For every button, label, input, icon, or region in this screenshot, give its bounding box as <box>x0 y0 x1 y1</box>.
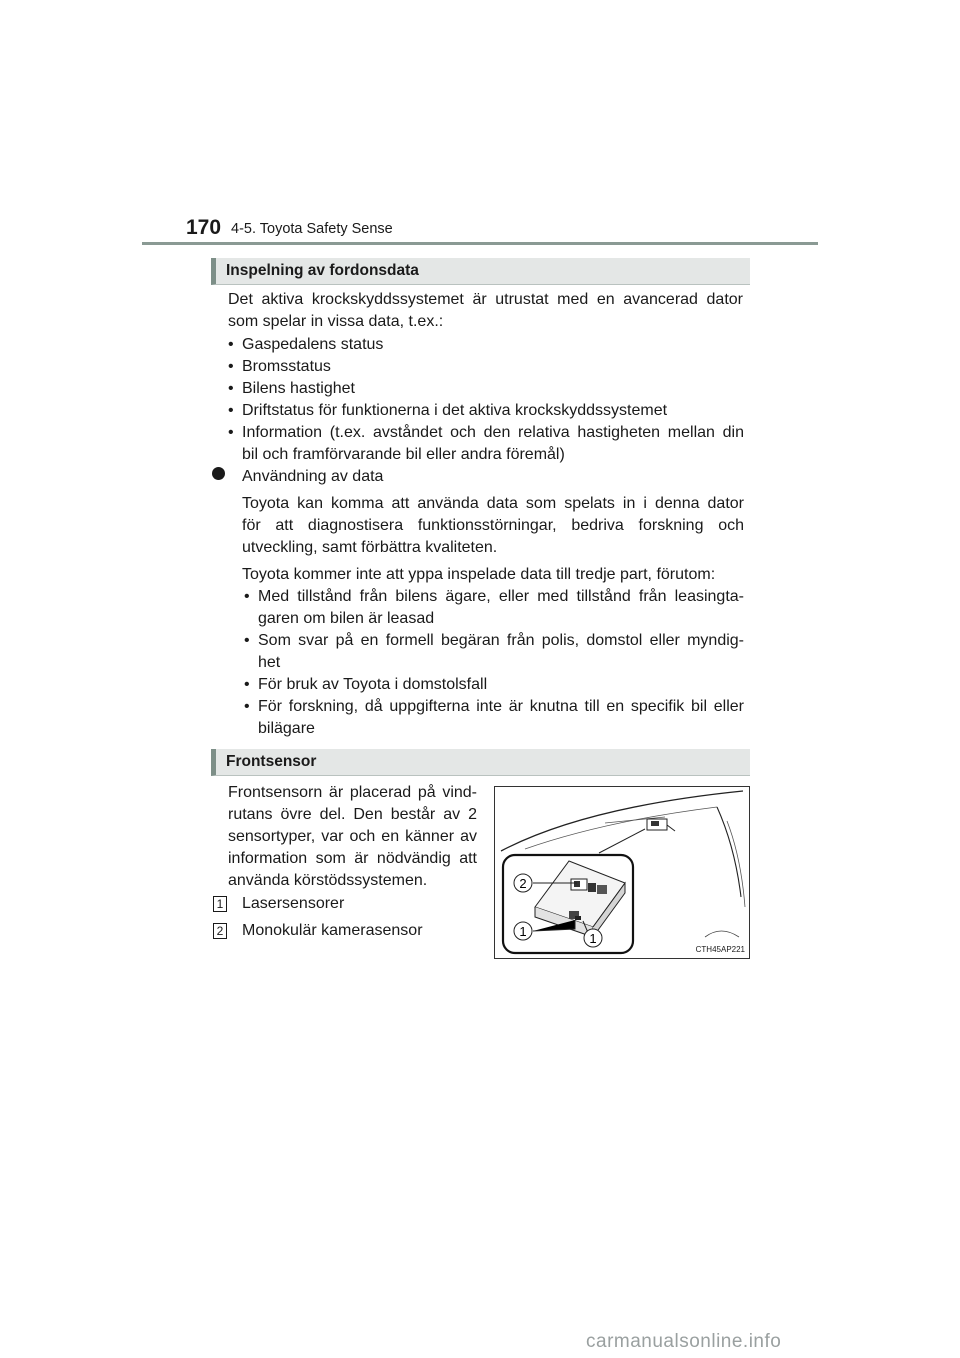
callout-label: 2 <box>519 876 527 891</box>
usage-line: Toyota kan komma att använda data som spelats in i denna dator <box>242 495 744 512</box>
section-heading-front-sensor <box>211 749 750 776</box>
section-heading-vehicle-data <box>211 258 750 285</box>
legend-label: Lasersensorer <box>242 895 345 912</box>
body-line: Frontsensorn är placerad på vind- <box>228 784 477 801</box>
usage-line: utveckling, samt förbättra kvaliteten. <box>242 539 498 556</box>
list-item-text: För forskning, då uppgifterna inte är knutna till en specifik bil eller <box>258 698 744 715</box>
list-item-text: bil och framförvarande bil eller andra föremål) <box>242 446 565 463</box>
body-line: information som är nödvändig att <box>228 850 477 867</box>
list-item-text: garen om bilen är leasad <box>258 610 435 627</box>
callout-number: 1 <box>213 896 227 912</box>
legend-label: Monokulär kamerasensor <box>242 922 423 939</box>
list-item-text: Information (t.ex. avståndet och den relativa hastigheten mellan din <box>242 424 744 441</box>
header-rule <box>142 242 818 245</box>
figure-code: CTH45AP221 <box>695 945 745 954</box>
list-item-text: bilägare <box>258 720 315 737</box>
body-line: rutans övre del. Den består av 2 <box>228 806 477 823</box>
list-item-text: het <box>258 654 281 671</box>
usage-line: för att diagnostisera funktionsstörningar, bedriva forskning och <box>242 517 744 534</box>
page-number: 170 <box>186 216 222 239</box>
usage-heading: Användning av data <box>242 468 384 485</box>
intro-line: som spelar in vissa data, t.ex.: <box>228 313 444 330</box>
callout-number: 2 <box>213 923 227 939</box>
list-item-text: Som svar på en formell begäran från polis, domstol eller myndig- <box>258 632 744 649</box>
callout-label: 1 <box>589 931 597 946</box>
intro-line: Det aktiva krockskyddssystemet är utrustat med en avancerad dator <box>228 291 743 308</box>
front-sensor-illustration <box>494 786 750 959</box>
disclosure-paragraph: Toyota kommer inte att yppa inspelade data till tredje part, förutom: <box>242 566 716 583</box>
body-line: använda körstödssystemen. <box>228 872 428 889</box>
body-line: sensortyper, var och en känner av <box>228 828 477 845</box>
list-item-text: Med tillstånd från bilens ägare, eller med tillstånd från leasingta- <box>258 588 744 605</box>
circle-bullet-icon <box>212 467 225 480</box>
section-path: 4-5. Toyota Safety Sense <box>231 221 393 237</box>
callout-label: 1 <box>519 924 527 939</box>
watermark: carmanualsonline.info <box>586 1331 782 1352</box>
section-title: Inspelning av fordonsdata <box>226 262 419 279</box>
windshield-sensor-drawing <box>495 787 749 958</box>
section-title: Frontsensor <box>226 753 317 770</box>
